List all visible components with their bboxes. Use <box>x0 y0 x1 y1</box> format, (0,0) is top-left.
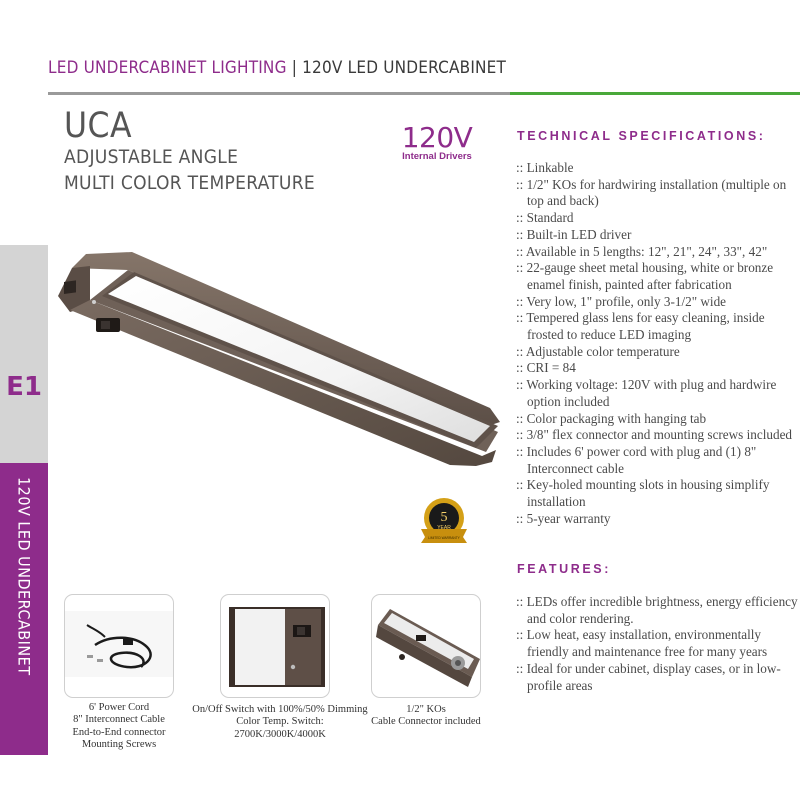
header-category: LED UNDERCABINET LIGHTING <box>48 58 287 78</box>
accessory-caption-kos <box>361 704 491 729</box>
voltage-badge-value: 120V <box>401 121 473 154</box>
list-item: :: 5-year warranty <box>516 510 611 526</box>
header-rule-grey <box>48 92 510 95</box>
features-heading: FEATURES: <box>517 562 611 576</box>
side-tab-grey <box>0 245 48 463</box>
voltage-badge <box>397 121 477 162</box>
list-item: :: Ideal for under cabinet, display cases, or in low-profile areas <box>516 660 781 693</box>
list-item: :: Low heat, easy installation, environmentally friendly and maintenance free for many years <box>516 627 768 660</box>
list-item: :: Color packaging with hanging tab <box>516 410 707 426</box>
caption-line: 1/2" KOs <box>406 704 446 715</box>
switch-closeup-image <box>221 595 330 698</box>
accessory-thumb-cords <box>64 594 174 698</box>
warranty-seal <box>417 493 471 547</box>
header-rule-green <box>510 92 800 95</box>
page-header <box>48 58 506 78</box>
features-list <box>516 594 798 694</box>
list-item: :: Built-in LED driver <box>516 226 632 242</box>
caption-line: 6' Power Cord <box>88 702 150 713</box>
caption-line: On/Off Switch with 100%/50% Dimming <box>192 704 368 715</box>
header-separator: | <box>291 58 298 78</box>
power-cord-image <box>65 595 174 698</box>
list-item: :: Linkable <box>516 160 574 175</box>
warranty-seal-word: YEAR <box>437 525 451 531</box>
list-item: :: Tempered glass lens for easy cleaning, inside frosted to reduce LED imaging <box>516 310 765 343</box>
list-item: :: Standard <box>516 210 574 226</box>
list-item: :: Very low, 1" profile, only 3-1/2" wide <box>516 293 727 309</box>
product-subtitle-2: MULTI COLOR TEMPERATURE <box>64 172 315 194</box>
list-item: :: Working voltage: 120V with plug and hardwire option included <box>516 377 777 409</box>
list-item: :: Key-holed mounting slots in housing simplify installation <box>516 477 770 510</box>
product-subtitle-1: ADJUSTABLE ANGLE <box>64 146 239 168</box>
caption-line: Color Temp. Switch: <box>236 716 324 728</box>
accessory-caption-cords <box>54 702 184 751</box>
warranty-seal-ribbon: LIMITED WARRANTY <box>428 536 460 540</box>
accessory-thumb-kos <box>371 594 481 698</box>
caption-line: 8" Interconnect Cable <box>73 714 165 726</box>
tech-specs-list <box>516 160 798 527</box>
list-item: :: 22-gauge sheet metal housing, white or bronze enamel finish, painted after fabrication <box>516 260 774 292</box>
accessory-thumb-switch <box>220 594 330 698</box>
caption-line: End-to-End connector <box>72 726 166 738</box>
voltage-badge-caption: Internal Drivers <box>402 151 472 162</box>
list-item: :: CRI = 84 <box>516 360 576 376</box>
list-item: :: Available in 5 lengths: 12", 21", 24", 33", 42" <box>516 243 768 259</box>
section-code: E1 <box>6 372 42 402</box>
list-item: :: 1/2" KOs for hardwiring installation (multiple on top and back) <box>516 176 787 209</box>
list-item: :: Includes 6' power cord with plug and (1) 8" Interconnect cable <box>516 443 757 476</box>
product-model: UCA <box>64 106 133 146</box>
side-tab-label: 120V LED UNDERCABINET <box>14 477 34 676</box>
accessory-caption-switch <box>188 704 372 741</box>
caption-line: 2700K/3000K/4000K <box>234 728 326 740</box>
warranty-seal-number: 5 <box>440 510 448 525</box>
fixture-illustration <box>50 240 510 470</box>
list-item: :: Adjustable color temperature <box>516 343 680 359</box>
caption-line: Cable Connector included <box>371 716 481 728</box>
list-item: :: 3/8" flex connector and mounting screws included <box>516 427 793 443</box>
header-subcategory: 120V LED UNDERCABINET <box>302 58 507 78</box>
caption-line: Mounting Screws <box>81 738 157 750</box>
list-item: :: LEDs offer incredible brightness, energy efficiency and color rendering. <box>516 594 798 626</box>
knockout-connector-image <box>372 595 481 698</box>
tech-specs-heading: TECHNICAL SPECIFICATIONS: <box>517 129 766 143</box>
